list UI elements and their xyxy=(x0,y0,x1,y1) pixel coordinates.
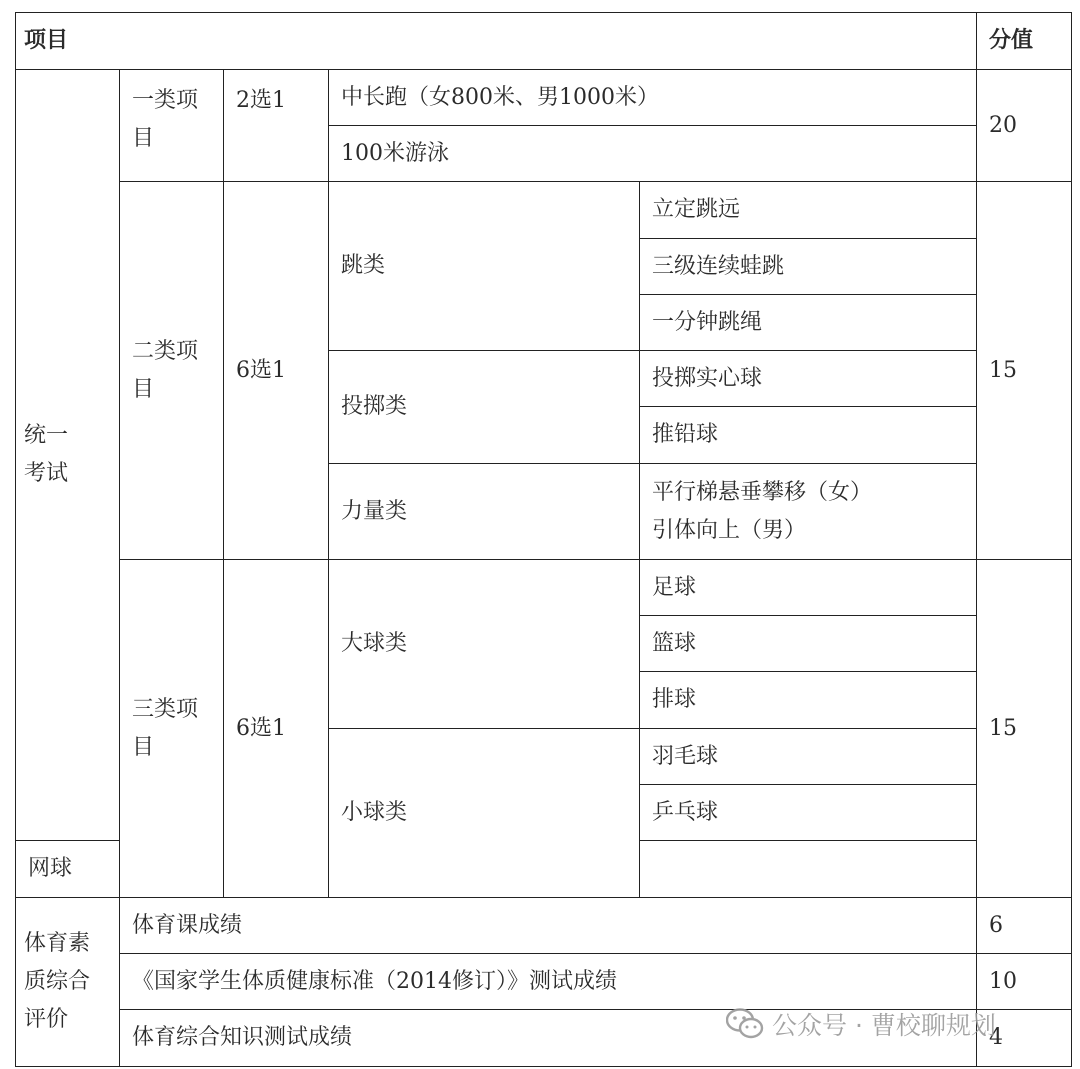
table-row xyxy=(16,898,1072,954)
cat2-item: 推铅球 xyxy=(640,407,977,464)
pe-eval-item: 体育课成绩 xyxy=(120,898,977,954)
cat2-item: 三级连续蛙跳 xyxy=(640,239,977,295)
cat2-group-jump: 跳类 xyxy=(329,182,640,351)
cat3-item: 足球 xyxy=(640,560,977,616)
wechat-icon xyxy=(726,1008,764,1040)
header-item: 项目 xyxy=(16,13,977,70)
cat2-item: 立定跳远 xyxy=(640,182,977,239)
cat2-item: 一分钟跳绳 xyxy=(640,295,977,351)
cat3-group-small-ball: 小球类 xyxy=(329,729,640,898)
cat2-item: 投掷实心球 xyxy=(640,351,977,407)
watermark-text: 公众号 · 曹校聊规划 xyxy=(772,1011,996,1040)
cat3-score: 15 xyxy=(977,560,1072,898)
cat3-name: 三类项 目 xyxy=(120,560,224,898)
cat1-item: 100米游泳 xyxy=(329,126,977,182)
pe-eval-score: 10 xyxy=(977,954,1072,1010)
cat1-item: 中长跑（女800米、男1000米） xyxy=(329,70,977,126)
table-row xyxy=(16,954,1072,1010)
cat1-name: 一类项 目 xyxy=(120,70,224,182)
pe-eval-item: 体育综合知识测试成绩 xyxy=(120,1010,977,1067)
cat3-item: 网球 xyxy=(16,841,120,898)
cat2-name: 二类项 目 xyxy=(120,182,224,560)
pe-eval-item: 《国家学生体质健康标准（2014修订）》测试成绩 xyxy=(120,954,977,1010)
cat3-item: 排球 xyxy=(640,672,977,729)
unified-exam-label: 统一 考试 xyxy=(16,70,120,841)
table-row xyxy=(16,70,1072,126)
cat3-item: 羽毛球 xyxy=(640,729,977,785)
cat3-item: 篮球 xyxy=(640,616,977,672)
watermark xyxy=(726,1006,996,1042)
cat3-group-big-ball: 大球类 xyxy=(329,560,640,729)
cat2-item: 平行梯悬垂攀移（女） 引体向上（男） xyxy=(640,464,977,560)
cat2-group-strength: 力量类 xyxy=(329,464,640,560)
score-table xyxy=(15,12,1072,1067)
table-row xyxy=(16,182,1072,239)
cat2-choose: 6选1 xyxy=(224,182,329,560)
cat3-item: 乒乓球 xyxy=(640,785,977,841)
pe-eval-score: 6 xyxy=(977,898,1072,954)
cat2-score: 15 xyxy=(977,182,1072,560)
cat1-choose: 2选1 xyxy=(224,70,329,182)
pe-eval-score: 4 xyxy=(977,1010,1072,1067)
table-header-row xyxy=(16,13,1072,70)
pe-eval-label: 体育素 质综合 评价 xyxy=(16,898,120,1067)
cat3-choose: 6选1 xyxy=(224,560,329,898)
cat1-score: 20 xyxy=(977,70,1072,182)
table-row xyxy=(16,560,1072,616)
header-score: 分值 xyxy=(977,13,1072,70)
cat2-group-throw: 投掷类 xyxy=(329,351,640,464)
